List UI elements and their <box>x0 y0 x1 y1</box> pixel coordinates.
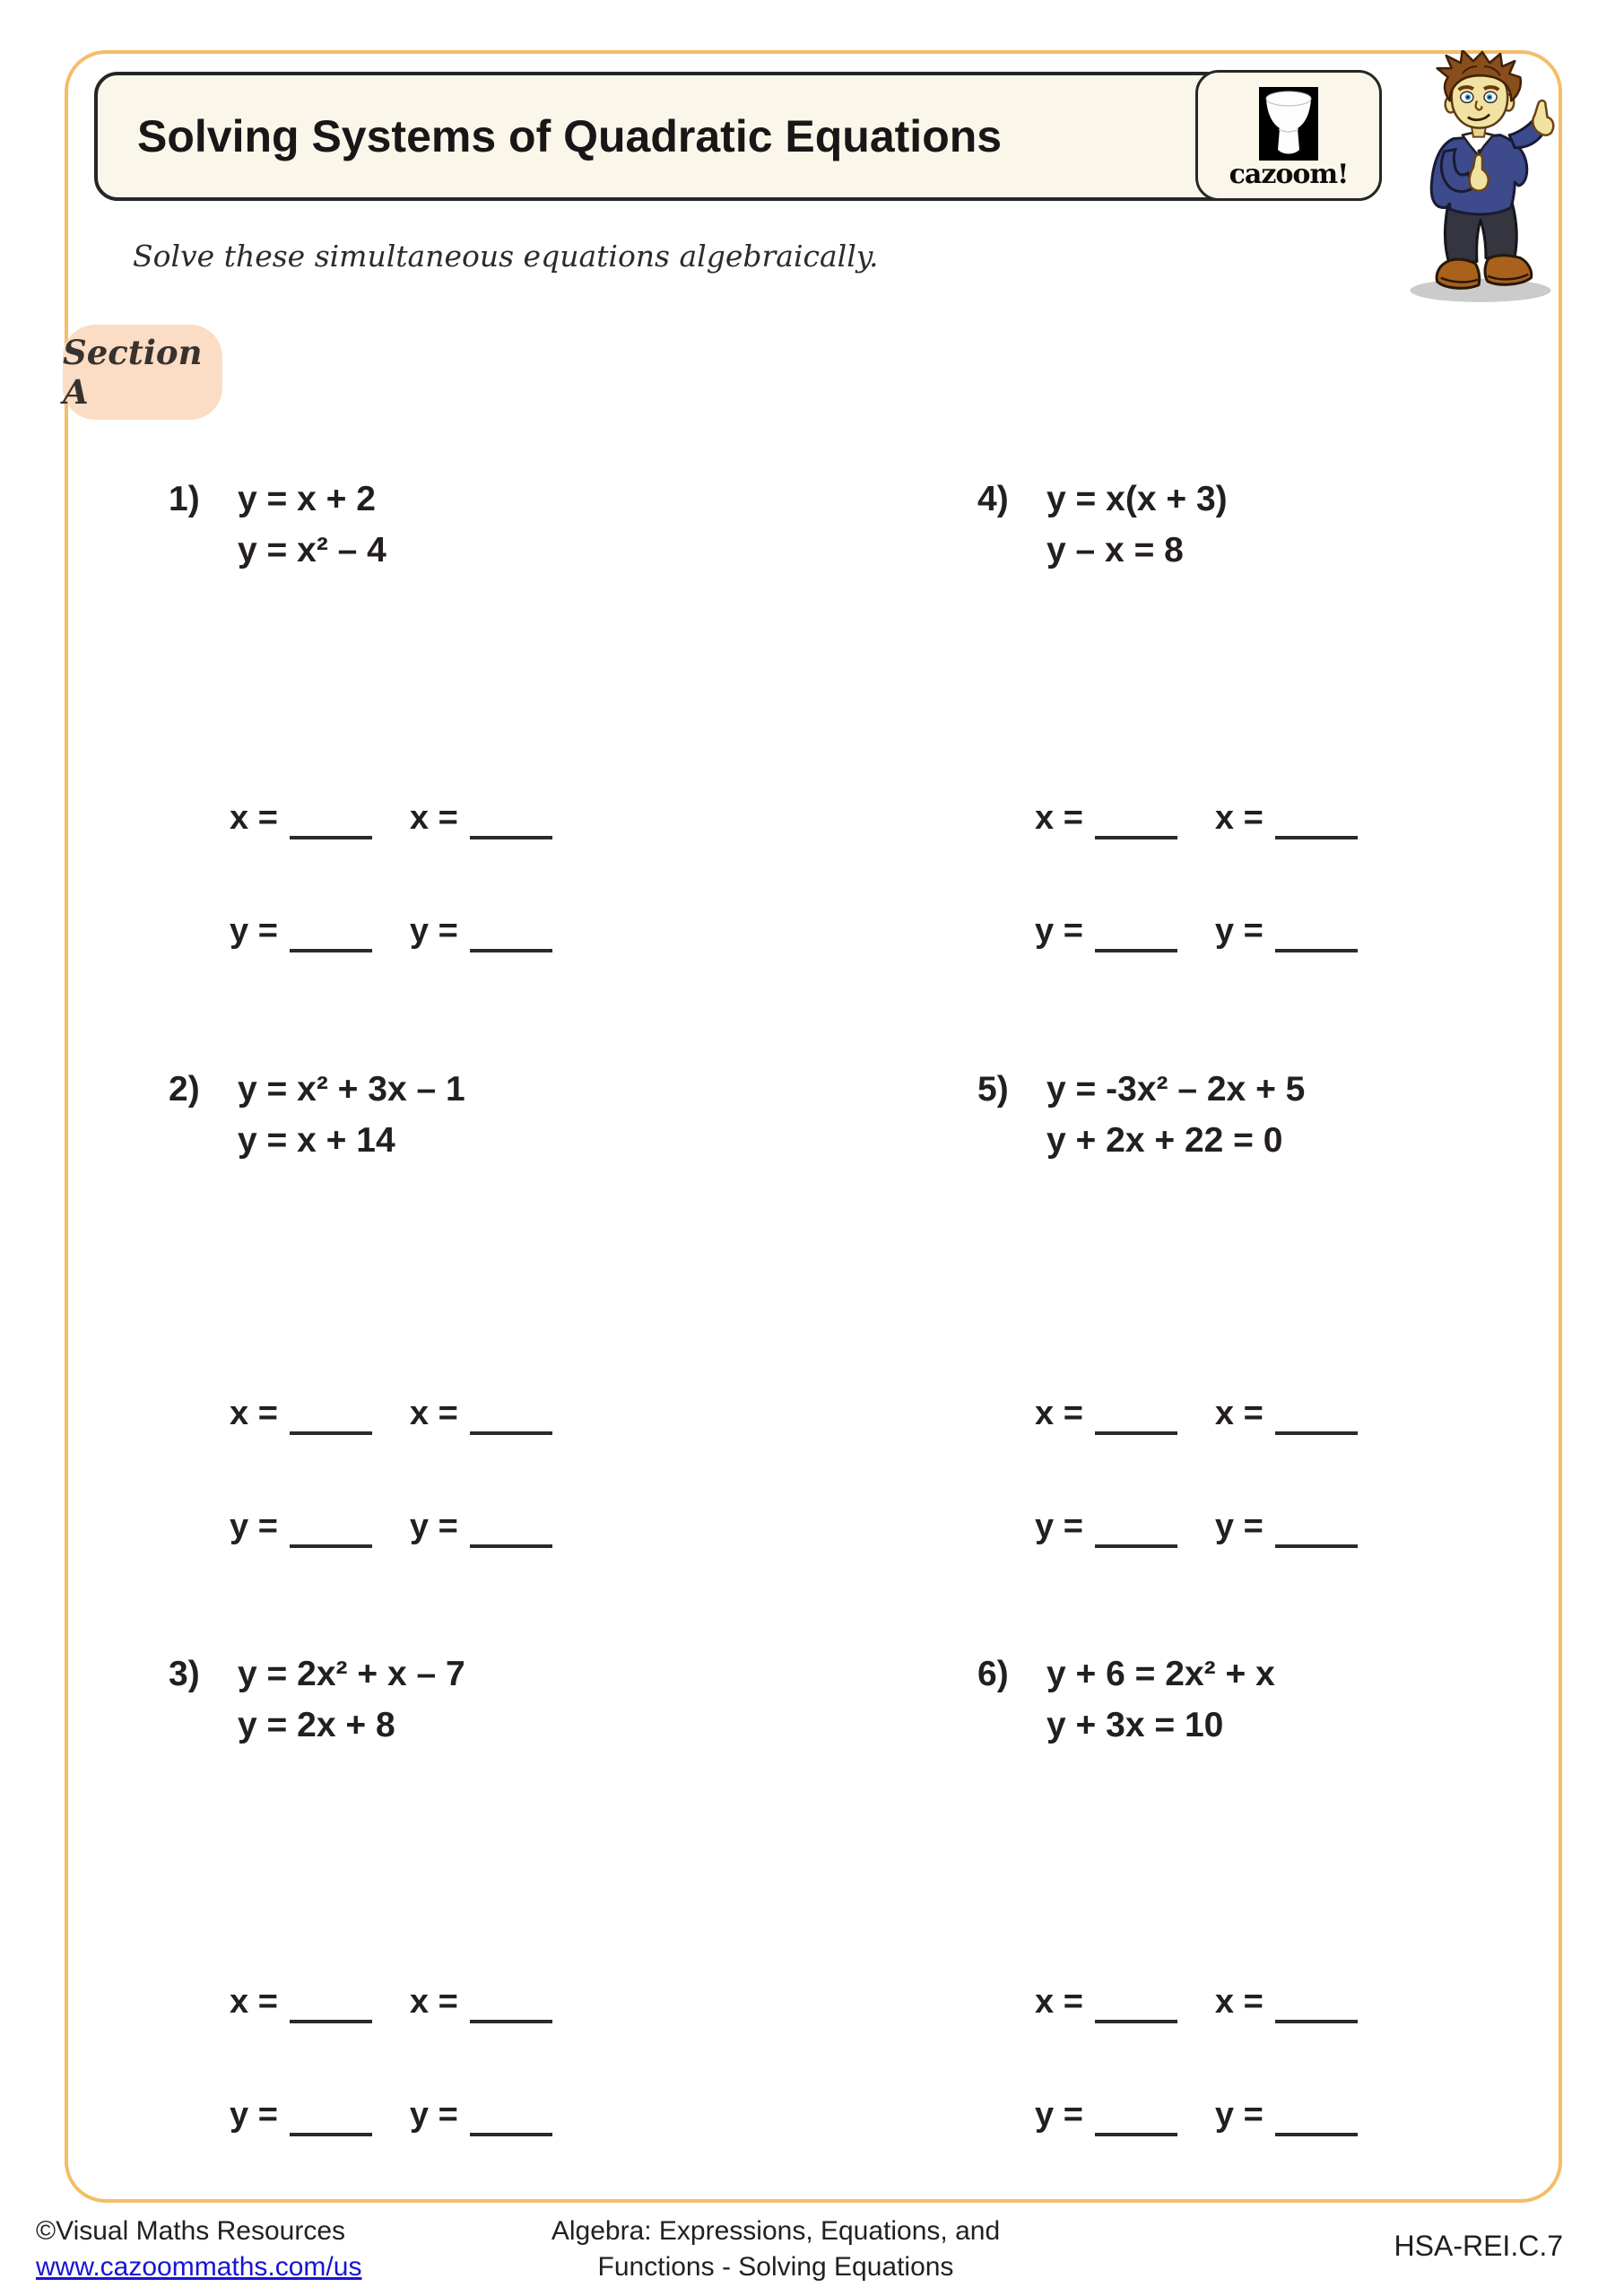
answer-blank-line <box>1275 796 1358 839</box>
answer-blank-line <box>1275 1392 1358 1435</box>
equation-line: y = x² – 4 <box>238 531 386 570</box>
answer-blank <box>1215 2090 1358 2136</box>
answer-blank-line <box>290 2093 372 2136</box>
equation-line: y – x = 8 <box>1046 531 1184 570</box>
problem-2-y-answers <box>230 1501 552 1548</box>
equation-line: y = 2x² + x – 7 <box>238 1655 465 1693</box>
answer-blank <box>1035 793 1177 839</box>
answer-blank-line <box>1275 1505 1358 1548</box>
answer-label: x = <box>230 1983 278 2021</box>
answer-blank-line <box>1095 796 1177 839</box>
equation-line: y + 6 = 2x² + x <box>1046 1655 1275 1693</box>
equation-line: y + 3x = 10 <box>1046 1706 1224 1744</box>
answer-blank <box>410 1977 552 2023</box>
answer-blank-line <box>470 1392 552 1435</box>
answer-blank-line <box>1275 2093 1358 2136</box>
answer-label: x = <box>230 1395 278 1432</box>
answer-label: x = <box>1214 1983 1264 2021</box>
standard-code: HSA-REI.C.7 <box>1394 2230 1563 2262</box>
answer-label: y = <box>1214 2096 1264 2134</box>
answer-label: y = <box>409 912 458 950</box>
answer-label: y = <box>230 912 278 950</box>
problem-4-y-answers <box>1035 906 1358 952</box>
equation-line: y = x² + 3x – 1 <box>238 1070 465 1109</box>
answer-blank-line <box>290 1505 372 1548</box>
worksheet-header <box>94 72 1382 201</box>
answer-blank <box>410 2090 552 2136</box>
answer-blank <box>410 793 552 839</box>
answer-blank <box>1035 1501 1177 1548</box>
answer-label: y = <box>409 1508 458 1545</box>
answer-blank-line <box>1095 1980 1177 2023</box>
answer-blank <box>410 906 552 952</box>
equation-line: y = x + 14 <box>238 1121 395 1160</box>
answer-blank-line <box>290 1392 372 1435</box>
mascot-boy-illustration <box>1390 50 1580 312</box>
answer-blank <box>410 1388 552 1435</box>
answer-blank-line <box>470 1980 552 2023</box>
equation-line: y = -3x² – 2x + 5 <box>1046 1070 1306 1109</box>
answer-blank-line <box>1275 1980 1358 2023</box>
answer-blank <box>230 2090 372 2136</box>
answer-blank-line <box>470 796 552 839</box>
answer-blank-line <box>1095 909 1177 952</box>
subject-line-2: Functions - Solving Equations <box>597 2252 954 2282</box>
answer-label: x = <box>409 1395 458 1432</box>
answer-label: y = <box>409 2096 458 2134</box>
answer-blank <box>1215 1388 1358 1435</box>
answer-label: x = <box>409 1983 458 2021</box>
problem-6-x-answers <box>1035 1977 1358 2023</box>
footer-copyright-block <box>36 2213 361 2285</box>
problem-5-x-answers <box>1035 1388 1358 1435</box>
problem-number: 2) <box>169 1070 200 1109</box>
answer-label: x = <box>230 799 278 837</box>
answer-label: y = <box>1214 1508 1264 1545</box>
brand-wordmark: cazoom! <box>1229 159 1349 190</box>
answer-blank <box>1035 1977 1177 2023</box>
section-a-badge <box>63 325 222 420</box>
problem-6-y-answers <box>1035 2090 1358 2136</box>
problem-number: 4) <box>977 480 1009 518</box>
answer-blank <box>230 906 372 952</box>
problem-5-y-answers <box>1035 1501 1358 1548</box>
answer-blank <box>1035 2090 1177 2136</box>
cazoom-logo <box>1195 70 1382 201</box>
problem-1 <box>169 474 386 576</box>
answer-blank <box>410 1501 552 1548</box>
answer-blank-line <box>1095 1505 1177 1548</box>
problem-number: 3) <box>169 1655 200 1693</box>
answer-blank <box>1215 793 1358 839</box>
problem-2 <box>169 1064 465 1166</box>
problem-1-x-answers <box>230 793 552 839</box>
copyright-text: ©Visual Maths Resources <box>36 2216 346 2246</box>
answer-label: y = <box>230 1508 278 1545</box>
answer-blank-line <box>1095 1392 1177 1435</box>
answer-blank-line <box>470 1505 552 1548</box>
problem-6 <box>977 1648 1275 1751</box>
answer-label: y = <box>1035 2096 1083 2134</box>
problem-3-y-answers <box>230 2090 552 2136</box>
answer-label: y = <box>230 2096 278 2134</box>
answer-label: x = <box>1214 799 1264 837</box>
answer-blank <box>230 793 372 839</box>
problem-3 <box>169 1648 465 1751</box>
equation-line: y = 2x + 8 <box>238 1706 395 1744</box>
answer-label: x = <box>1035 1983 1083 2021</box>
instruction-text: Solve these simultaneous equations algebraically. <box>133 239 879 274</box>
answer-blank-line <box>1275 909 1358 952</box>
answer-blank <box>230 1977 372 2023</box>
answer-blank <box>1035 906 1177 952</box>
website-link[interactable]: www.cazoommaths.com/us <box>36 2252 362 2282</box>
answer-label: y = <box>1035 912 1083 950</box>
problem-number: 6) <box>977 1655 1009 1693</box>
problem-5 <box>977 1064 1305 1166</box>
answer-blank-line <box>290 909 372 952</box>
subject-line-1: Algebra: Expressions, Equations, and <box>551 2216 1001 2246</box>
problem-number: 5) <box>977 1070 1009 1109</box>
answer-label: x = <box>1035 799 1083 837</box>
footer-subject-block <box>417 2213 1134 2285</box>
section-label: Section A <box>63 333 203 412</box>
answer-blank-line <box>470 909 552 952</box>
djembe-drum-icon <box>1259 87 1318 161</box>
page-title: Solving Systems of Quadratic Equations <box>137 111 1003 161</box>
answer-blank <box>230 1501 372 1548</box>
answer-blank-line <box>290 796 372 839</box>
equation-line: y + 2x + 22 = 0 <box>1046 1121 1283 1160</box>
answer-blank <box>1215 906 1358 952</box>
answer-label: y = <box>1035 1508 1083 1545</box>
problem-2-x-answers <box>230 1388 552 1435</box>
answer-label: x = <box>409 799 458 837</box>
equation-line: y = x(x + 3) <box>1046 480 1228 518</box>
problem-number: 1) <box>169 480 200 518</box>
answer-blank-line <box>290 1980 372 2023</box>
answer-blank-line <box>1095 2093 1177 2136</box>
answer-label: x = <box>1035 1395 1083 1432</box>
problem-4-x-answers <box>1035 793 1358 839</box>
answer-blank <box>1215 1501 1358 1548</box>
problem-3-x-answers <box>230 1977 552 2023</box>
answer-label: y = <box>1214 912 1264 950</box>
answer-blank <box>1215 1977 1358 2023</box>
problem-4 <box>977 474 1228 576</box>
equation-line: y = x + 2 <box>238 480 376 518</box>
answer-blank <box>1035 1388 1177 1435</box>
answer-label: x = <box>1214 1395 1264 1432</box>
problem-1-y-answers <box>230 906 552 952</box>
answer-blank <box>230 1388 372 1435</box>
answer-blank-line <box>470 2093 552 2136</box>
